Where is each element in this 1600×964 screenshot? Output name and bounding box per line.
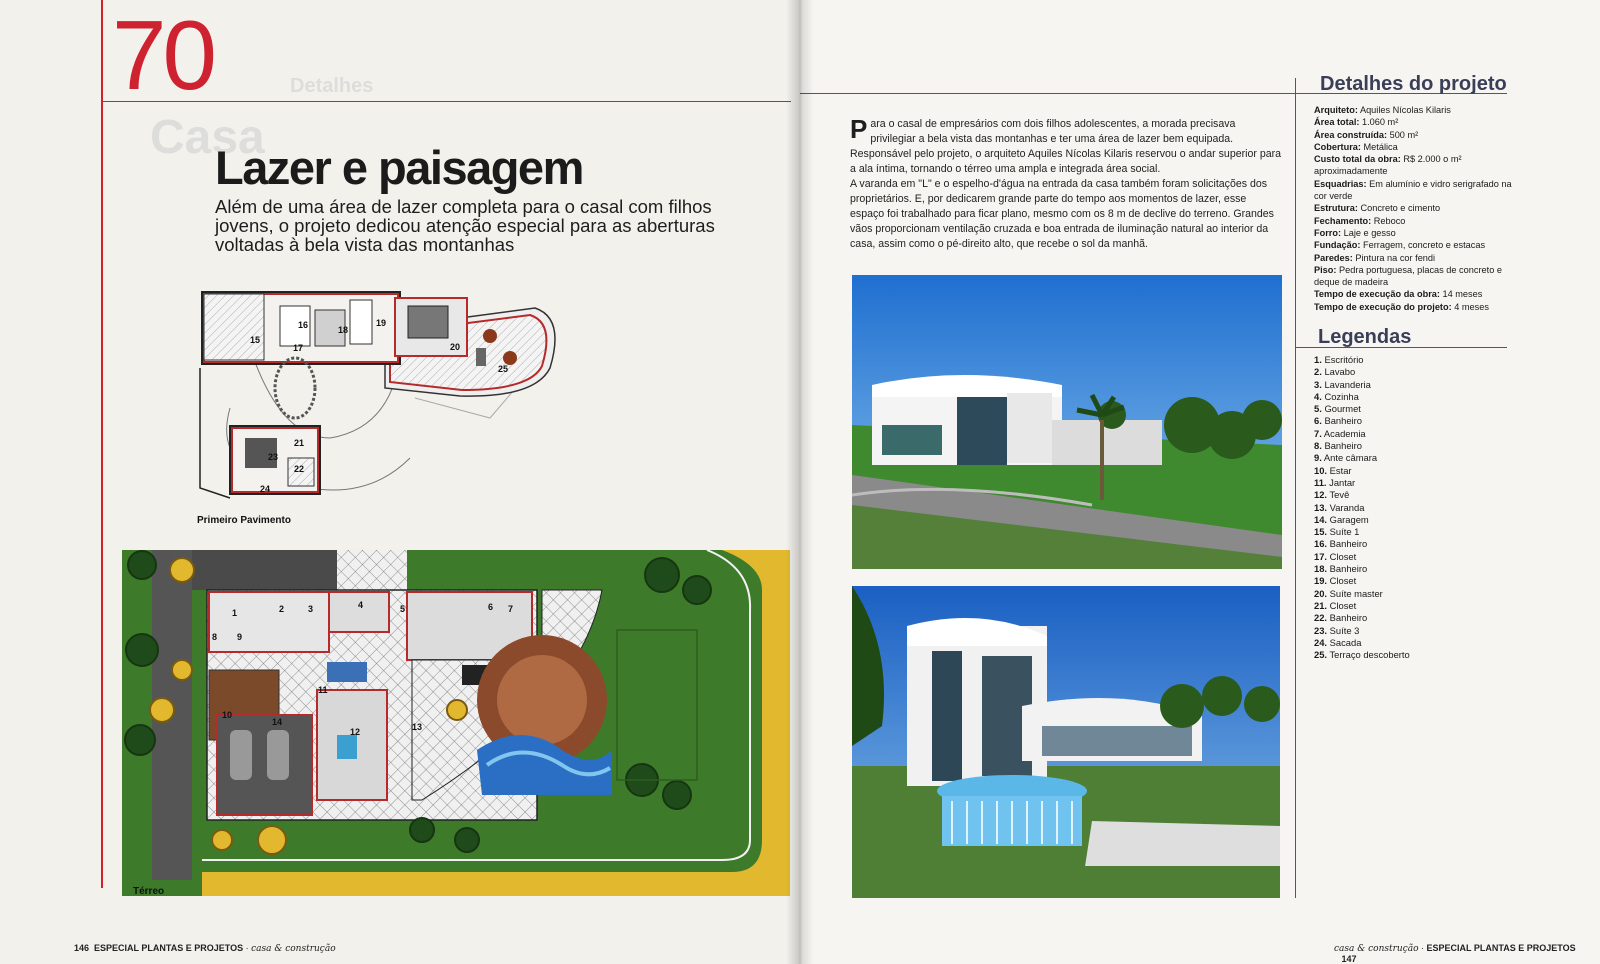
legend-item: 22. Banheiro [1314,612,1368,624]
legend-item: 9. Ante câmara [1314,452,1378,464]
detail-row: Piso: Pedra portuguesa, placas de concreto e deque de madeira [1314,264,1502,288]
detail-row: Custo total da obra: R$ 2.000 o m² aproximadamente [1314,154,1462,177]
legend-title: Legendas [1318,326,1412,348]
legend-item: 21. Closet [1314,599,1357,611]
room-number-16: 16 [298,320,309,330]
legend-item: 5. Gourmet [1314,403,1361,415]
room-number-12: 12 [350,727,361,737]
detail-row: Área construída: 500 m² [1314,129,1419,140]
room-number-18: 18 [338,325,349,335]
legend-item: 7. Academia [1314,427,1366,439]
room-number-20: 20 [450,342,461,352]
room-number-3: 3 [308,604,314,614]
room-number-2: 2 [279,604,285,614]
legend-item: 11. Jantar [1314,476,1356,488]
ground-floor-label: Térreo [133,886,165,897]
detail-row: Fundação: Ferragem, concreto e estacas [1314,240,1486,251]
project-details-list [1314,104,1526,313]
room-number-7: 7 [508,604,514,614]
detail-row: Área total: 1.060 m² [1314,117,1399,128]
right-folio-brand: casa & construção [1334,944,1419,954]
legend-item: 2. Lavabo [1314,366,1356,378]
show-through-text: Detalhes [290,75,374,97]
left-folio: 146 ESPECIAL PLANTAS E PROJETOS · casa & construção [74,943,336,954]
details-title: Detalhes do projeto [1320,73,1507,95]
left-folio-brand: casa & construção [251,944,336,954]
room-number-14: 14 [272,717,283,727]
legend-item: 10. Estar [1314,464,1352,476]
detail-row: Estrutura: Concreto e cimento [1314,203,1441,214]
legend-item: 4. Cozinha [1314,390,1359,402]
sidebar-rule [1295,78,1296,898]
room-number-9: 9 [237,632,243,642]
right-page-number: 147 [1341,954,1357,964]
detail-row: Paredes: Pintura na cor fendi [1314,252,1436,263]
room-number-13: 13 [412,722,423,732]
legend-item: 20. Suíte master [1314,587,1383,599]
room-number-17: 17 [293,343,304,353]
header-rule-right [800,93,1296,94]
room-number-11: 11 [318,685,328,695]
ground-floor-plan [122,550,800,896]
right-folio: casa & construção · ESPECIAL PLANTAS E PROJETOS 147 [1334,943,1576,964]
legend-item: 24. Sacada [1314,636,1362,648]
detail-row: Fechamento: Reboco [1314,215,1406,226]
room-number-21: 21 [294,438,305,448]
legend-item: 8. Banheiro [1314,440,1362,452]
room-number-8: 8 [212,632,218,642]
room-number-5: 5 [400,604,406,614]
legend-item: 17. Closet [1314,550,1357,562]
legend-item: 19. Closet [1314,575,1357,587]
legend-item: 6. Banheiro [1314,415,1362,427]
detail-row: Forro: Laje e gesso [1314,227,1396,238]
pool-photo [852,586,1280,898]
legend-item: 15. Suíte 1 [1314,526,1360,538]
legend-item: 23. Suíte 3 [1314,624,1360,636]
article-subtitle: Além de uma área de lazer completa para o casal com filhos jovens, o projeto dedicou atenção especial para as aberturas voltadas à bela vista das montanhas [215,196,715,255]
room-number-25: 25 [498,364,509,374]
drop-cap: P [850,114,868,144]
article-title: Lazer e paisagem [215,141,583,194]
room-number-1: 1 [232,608,238,618]
room-number-6: 6 [488,602,494,612]
intro-paragraph-2: A varanda em "L" e o espelho-d'água na entrada da casa também foram solicitações dos proprietários. E, por dedicarem grande parte do tempo aos momentos de lazer, esse espaço foi trabalhado para ficar plano, mesmo com os 8 m de declive do terreno. Grandes vãos proporcionam ventilação cruzada e boa entrada de iluminação natural ao interior da casa, assim como o pé-direito alto, que recebe o sol da manhã. [850,178,1274,250]
legend-item: 3. Lavanderia [1314,378,1371,390]
upper-floor-label: Primeiro Pavimento [197,515,291,526]
legend-item: 13. Varanda [1314,501,1365,513]
legend-list [1314,354,1526,661]
room-number-19: 19 [376,318,387,328]
legend-item: 14. Garagem [1314,513,1369,525]
left-margin-rule [101,0,103,888]
room-number-10: 10 [222,710,233,720]
show-through-text: Casa [150,111,265,164]
spine-shadow [786,0,814,964]
legend-item: 16. Banheiro [1314,538,1368,550]
legend-item: 1. Escritório [1314,354,1364,365]
left-page-number: 146 [74,943,90,953]
project-number: 70 [112,0,214,110]
intro-text [850,114,1282,252]
left-folio-section: ESPECIAL PLANTAS E PROJETOS [94,943,244,953]
intro-paragraph-1: Para o casal de empresários com dois filhos adolescentes, a morada precisava privilegiar a bela vista das montanhas e ter uma área de lazer bem equipada. Responsável pelo projeto, o arquiteto Aquiles Nícolas Kilaris reservou o andar superior para a ala íntima, tornando o térreo uma ampla e integrada área social. [850,114,1282,175]
room-number-22: 22 [294,464,305,474]
detail-row: Arquiteto: Aquiles Nícolas Kilaris [1314,105,1451,115]
legend-item: 25. Terraço descoberto [1314,649,1410,661]
detail-row: Tempo de execução da obra: 14 meses [1314,289,1483,300]
upper-floor-plan [190,288,570,508]
legend-item: 18. Banheiro [1314,563,1368,575]
detail-row: Cobertura: Metálica [1314,141,1398,152]
room-number-23: 23 [268,452,279,462]
room-number-4: 4 [358,600,364,610]
room-number-15: 15 [250,335,261,345]
detail-row: Esquadrias: Em alumínio e vidro serigrafado na cor verde [1314,178,1512,202]
house-front-photo [852,275,1282,569]
right-folio-section: ESPECIAL PLANTAS E PROJETOS [1426,943,1576,953]
legend-item: 12. Tevê [1314,489,1350,501]
detail-row: Tempo de execução do projeto: 4 meses [1314,301,1489,312]
room-number-24: 24 [260,484,271,494]
